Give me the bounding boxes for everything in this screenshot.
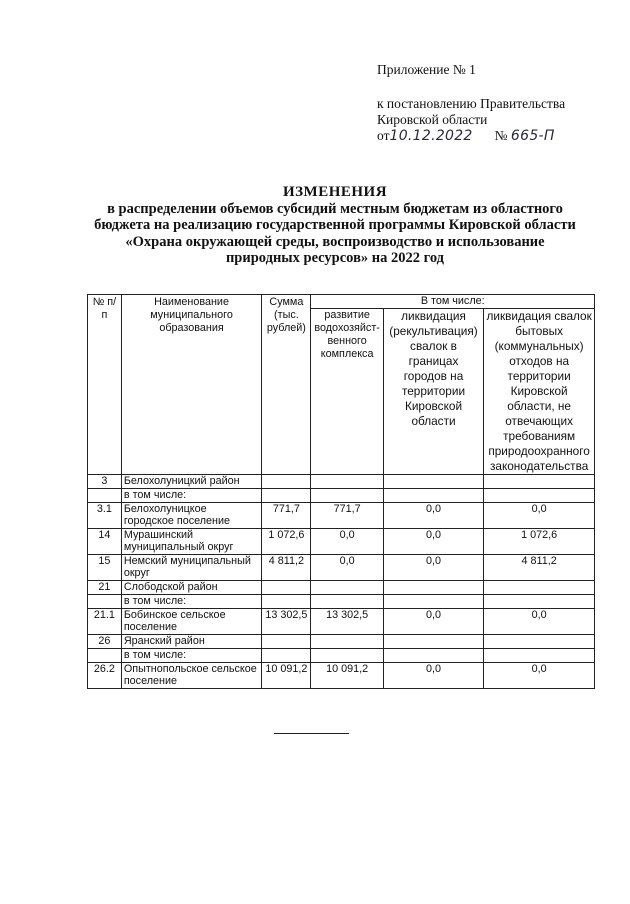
table-row [88,609,595,635]
date-number-line [377,128,565,144]
header-city-dumps: ликвидация (рекультивация) свалок в границах городов на территории Кировской области [383,309,483,475]
table-row [88,503,595,529]
row-household-dumps: 1 072,6 [484,529,595,555]
table-row [88,581,595,595]
title-line-2: бюджета на реализацию государственной программы Кировской области [94,217,576,233]
row-number: 21 [88,581,122,595]
row-name: в том числе: [121,649,261,663]
row-number [88,649,122,663]
row-sum: 4 811,2 [262,555,311,581]
subsidy-table [87,294,595,689]
row-sum [262,649,311,663]
row-sum: 10 091,2 [262,663,311,689]
row-household-dumps [484,635,595,649]
table-row [88,475,595,489]
row-city-dumps [383,581,483,595]
title-line-1: в распределении объемов субсидий местным бюджетам из областного [107,200,563,217]
row-name: в том числе: [121,595,261,609]
row-sum [262,475,311,489]
title-heading: ИЗМЕНЕНИЯ [282,184,388,200]
appendix-title: Приложение № 1 [377,62,476,77]
row-household-dumps [484,475,595,489]
row-name: Опытнопольское сельское поселение [121,663,261,689]
row-water-complex: 0,0 [311,529,383,555]
row-water-complex: 13 302,5 [311,609,383,635]
row-number: 3.1 [88,503,122,529]
row-city-dumps: 0,0 [383,529,483,555]
header-name: Наименование муниципального образования [121,295,261,475]
resolution-reference: к постановлению Правительства [377,96,566,111]
row-sum: 1 072,6 [262,529,311,555]
row-sum [262,635,311,649]
row-city-dumps: 0,0 [383,555,483,581]
table-row [88,489,595,503]
row-number: 14 [88,529,122,555]
header-number: № п/п [88,295,122,475]
table-row [88,555,595,581]
row-name: Слободской район [121,581,261,595]
header-water-complex: развитие водохозяйст-венного комплекса [311,309,383,475]
row-city-dumps: 0,0 [383,609,483,635]
header-household-dumps: ликвидация свалок бытовых (коммунальных) отходов на территории Кировской области, не отвечающих требованиям природоохранного законодательства [484,309,595,475]
row-city-dumps [383,595,483,609]
row-water-complex [311,489,383,503]
row-number [88,595,122,609]
row-water-complex [311,595,383,609]
date-prefix: от [377,128,390,143]
row-sum [262,489,311,503]
region-name: Кировской области [377,112,488,127]
row-water-complex: 10 091,2 [311,663,383,689]
header-including: В том числе: [311,295,595,309]
row-number: 26 [88,635,122,649]
row-name: Немский муниципальный округ [121,555,261,581]
row-number: 26.2 [88,663,122,689]
row-city-dumps [383,489,483,503]
row-number: 21.1 [88,609,122,635]
row-household-dumps: 0,0 [484,609,595,635]
row-name: Яранский район [121,635,261,649]
row-sum [262,595,311,609]
row-water-complex [311,649,383,663]
row-name: Белохолуницкое городское поселение [121,503,261,529]
row-sum: 13 302,5 [262,609,311,635]
row-city-dumps: 0,0 [383,663,483,689]
row-household-dumps: 0,0 [484,663,595,689]
row-city-dumps [383,475,483,489]
row-city-dumps [383,649,483,663]
row-name: Бобинское сельское поселение [121,609,261,635]
row-name: Мурашинский муниципальный округ [121,529,261,555]
row-household-dumps: 4 811,2 [484,555,595,581]
row-household-dumps [484,649,595,663]
row-water-complex [311,581,383,595]
row-city-dumps: 0,0 [383,503,483,529]
number-prefix: № [494,128,508,143]
document-title [70,184,600,267]
row-number: 3 [88,475,122,489]
header-sum: Сумма (тыс. рублей) [262,295,311,475]
row-household-dumps [484,581,595,595]
row-water-complex: 0,0 [311,555,383,581]
table-row [88,529,595,555]
row-sum [262,581,311,595]
row-number [88,489,122,503]
row-water-complex: 771,7 [311,503,383,529]
row-water-complex [311,475,383,489]
table-row [88,663,595,689]
row-household-dumps: 0,0 [484,503,595,529]
row-name: Белохолуницкий район [121,475,261,489]
title-line-4: природных ресурсов» на 2022 год [225,250,445,266]
row-household-dumps [484,595,595,609]
row-name: в том числе: [121,489,261,503]
row-household-dumps [484,489,595,503]
title-line-3: «Охрана окружающей среды, воспроизводство и использование [125,233,545,250]
row-water-complex [311,635,383,649]
row-sum: 771,7 [262,503,311,529]
row-city-dumps [383,635,483,649]
table-row [88,595,595,609]
table-row [88,635,595,649]
handwritten-number: 665-П [510,128,555,144]
appendix-block [377,62,565,144]
table-row [88,649,595,663]
end-divider [274,733,349,734]
handwritten-date: 10.12.2022 [389,128,473,144]
row-number: 15 [88,555,122,581]
